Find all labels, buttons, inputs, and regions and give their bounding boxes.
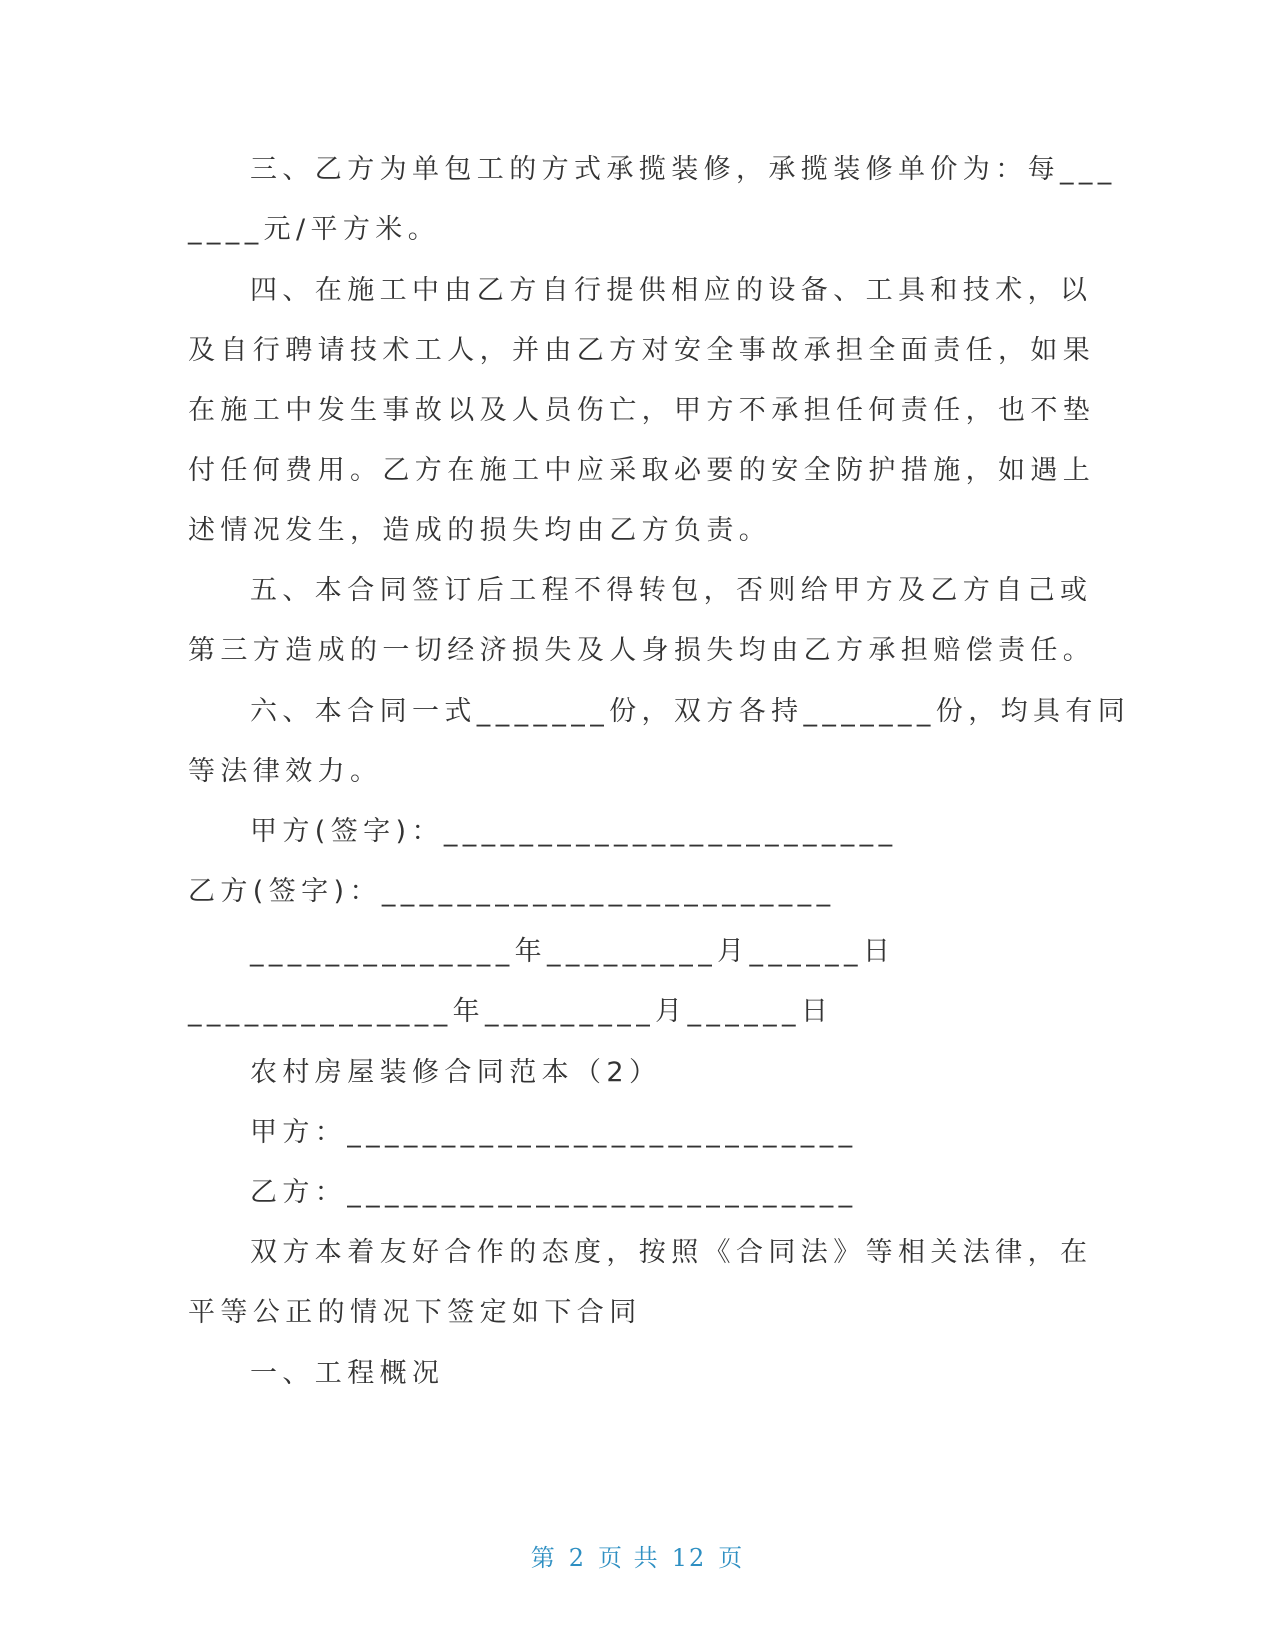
- footer-prefix: 第: [530, 1544, 557, 1572]
- clause-6-line-1: 六、本合同一式_______份，双方各持_______份，均具有同: [250, 696, 1131, 727]
- footer-page-number: 2: [568, 1544, 587, 1572]
- clause-3-line-2: ____元/平方米。: [188, 214, 441, 245]
- clause-3-line-1: 三、乙方为单包工的方式承揽装修，承揽装修单价为：每___: [250, 154, 1117, 185]
- party-b-signature: 乙方(签字)：________________________: [188, 876, 836, 907]
- clause-4-line-2: 及自行聘请技术工人，并由乙方对安全事故承担全面责任，如果: [188, 335, 1096, 366]
- clause-6-line-2: 等法律效力。: [188, 756, 383, 787]
- party-b-field: 乙方：___________________________: [250, 1177, 858, 1208]
- footer-total-pages: 12: [671, 1544, 707, 1572]
- date-line-a: ______________年_________月______日: [250, 936, 896, 967]
- party-a-signature: 甲方(签字)：________________________: [250, 816, 898, 847]
- footer-middle: 页 共: [598, 1544, 660, 1572]
- clause-4-line-5: 述情况发生，造成的损失均由乙方负责。: [188, 515, 772, 546]
- date-line-b: ______________年_________月______日: [188, 996, 834, 1027]
- preamble-line-1: 双方本着友好合作的态度，按照《合同法》等相关法律，在: [250, 1237, 1093, 1268]
- clause-5-line-2: 第三方造成的一切经济损失及人身损失均由乙方承担赔偿责任。: [188, 635, 1096, 666]
- clause-4-line-4: 付任何费用。乙方在施工中应采取必要的安全防护措施，如遇上: [188, 455, 1096, 486]
- page-footer: [0, 1538, 1275, 1573]
- clause-4-line-1: 四、在施工中由乙方自行提供相应的设备、工具和技术，以: [250, 275, 1093, 306]
- footer-suffix: 页: [718, 1544, 745, 1572]
- section-heading-1: 一、工程概况: [250, 1358, 445, 1389]
- party-a-field: 甲方：___________________________: [250, 1117, 858, 1148]
- clause-4-line-3: 在施工中发生事故以及人员伤亡，甲方不承担任何责任，也不垫: [188, 395, 1096, 426]
- section-title: 农村房屋装修合同范本（2）: [250, 1057, 662, 1088]
- preamble-line-2: 平等公正的情况下签定如下合同: [188, 1297, 642, 1328]
- clause-5-line-1: 五、本合同签订后工程不得转包，否则给甲方及乙方自己或: [250, 575, 1093, 606]
